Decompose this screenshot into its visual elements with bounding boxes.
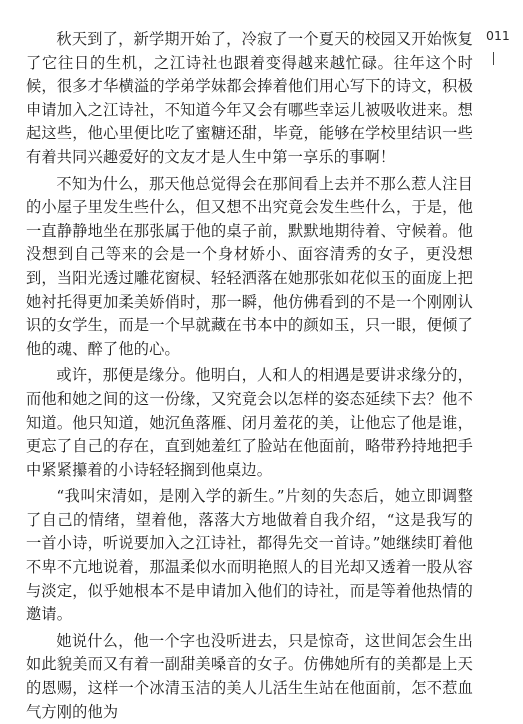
running-header [484, 70, 523, 144]
body-text [26, 0, 473, 724]
paragraph-5: 她说什么，他一个字也没听进去，只是惊奇，这世间怎会生出如此貌美而又有着一副甜美嗓音的女子。仿佛她所有的美都是上天的恩赐，这样一个冰清玉洁的美人儿活生生站在他面前，怎不惹血气方刚的他为 [26, 631, 473, 721]
paragraph-4: “我叫宋清如，是刚入学的新生。”片刻的失态后，她立即调整了自己的情绪，望着他，落落大方地做着自我介绍，“这是我写的一首小诗，听说要加入之江诗社，都得先交一首诗。”她继续盯着他不卑不亢地说着，那温柔似水而明艳照人的目光却又透着一股从容与淡定，似乎她根本不是申请加入他们的诗社，而是等着他热情的邀请。 [26, 487, 473, 624]
paragraph-1: 秋天到了，新学期开始了，冷寂了一个夏天的校园又开始恢复了它往日的生机，之江诗社也跟着变得越来越忙碌。往年这个时候，很多才华横溢的学弟学妹都会捧着他们用心写下的诗文，积极申请加入之江诗社，不知道今年又会有哪些幸运儿被吸收进来。想起这些，他心里便比吃了蜜糖还甜，毕竟，能够在学校里结识一些有着共同兴趣爱好的文友才是人生中第一享乐的事啊！ [26, 30, 473, 166]
page-number: 011 [486, 28, 510, 43]
paragraph-2: 不知为什么，那天他总觉得会在那间看上去并不那么惹人注目的小屋子里发生些什么，但又想不出究竟会发生些什么，于是，他一直静静地坐在那张属于他的桌子前，默默地期待着、守候着。他没想到自己等来的会是一个身材娇小、面容清秀的女子，更没想到，当阳光透过雕花窗棂、轻轻洒落在她那张如花似玉的面庞上把她衬托得更加柔美娇俏时，那一瞬，他仿佛看到的不是一个刚刚认识的女学生，而是一个早就藏在书本中的颜如玉，只一眼，便倾了他的魂、醉了他的心。 [26, 174, 473, 358]
paragraph-3: 或许，那便是缘分。他明白，人和人的相遇是要讲求缘分的，而他和她之间的这一份缘，又究竟会以怎样的姿态延续下去？他不知道。他只知道，她沉鱼落雁、闭月羞花的美，让他忘了他是谁，更忘了自己的存在，直到她羞红了脸站在他面前，略带矜持地把手中紧紧攥着的小诗轻轻搁到他桌边。 [26, 366, 473, 479]
header-rule [493, 52, 494, 65]
